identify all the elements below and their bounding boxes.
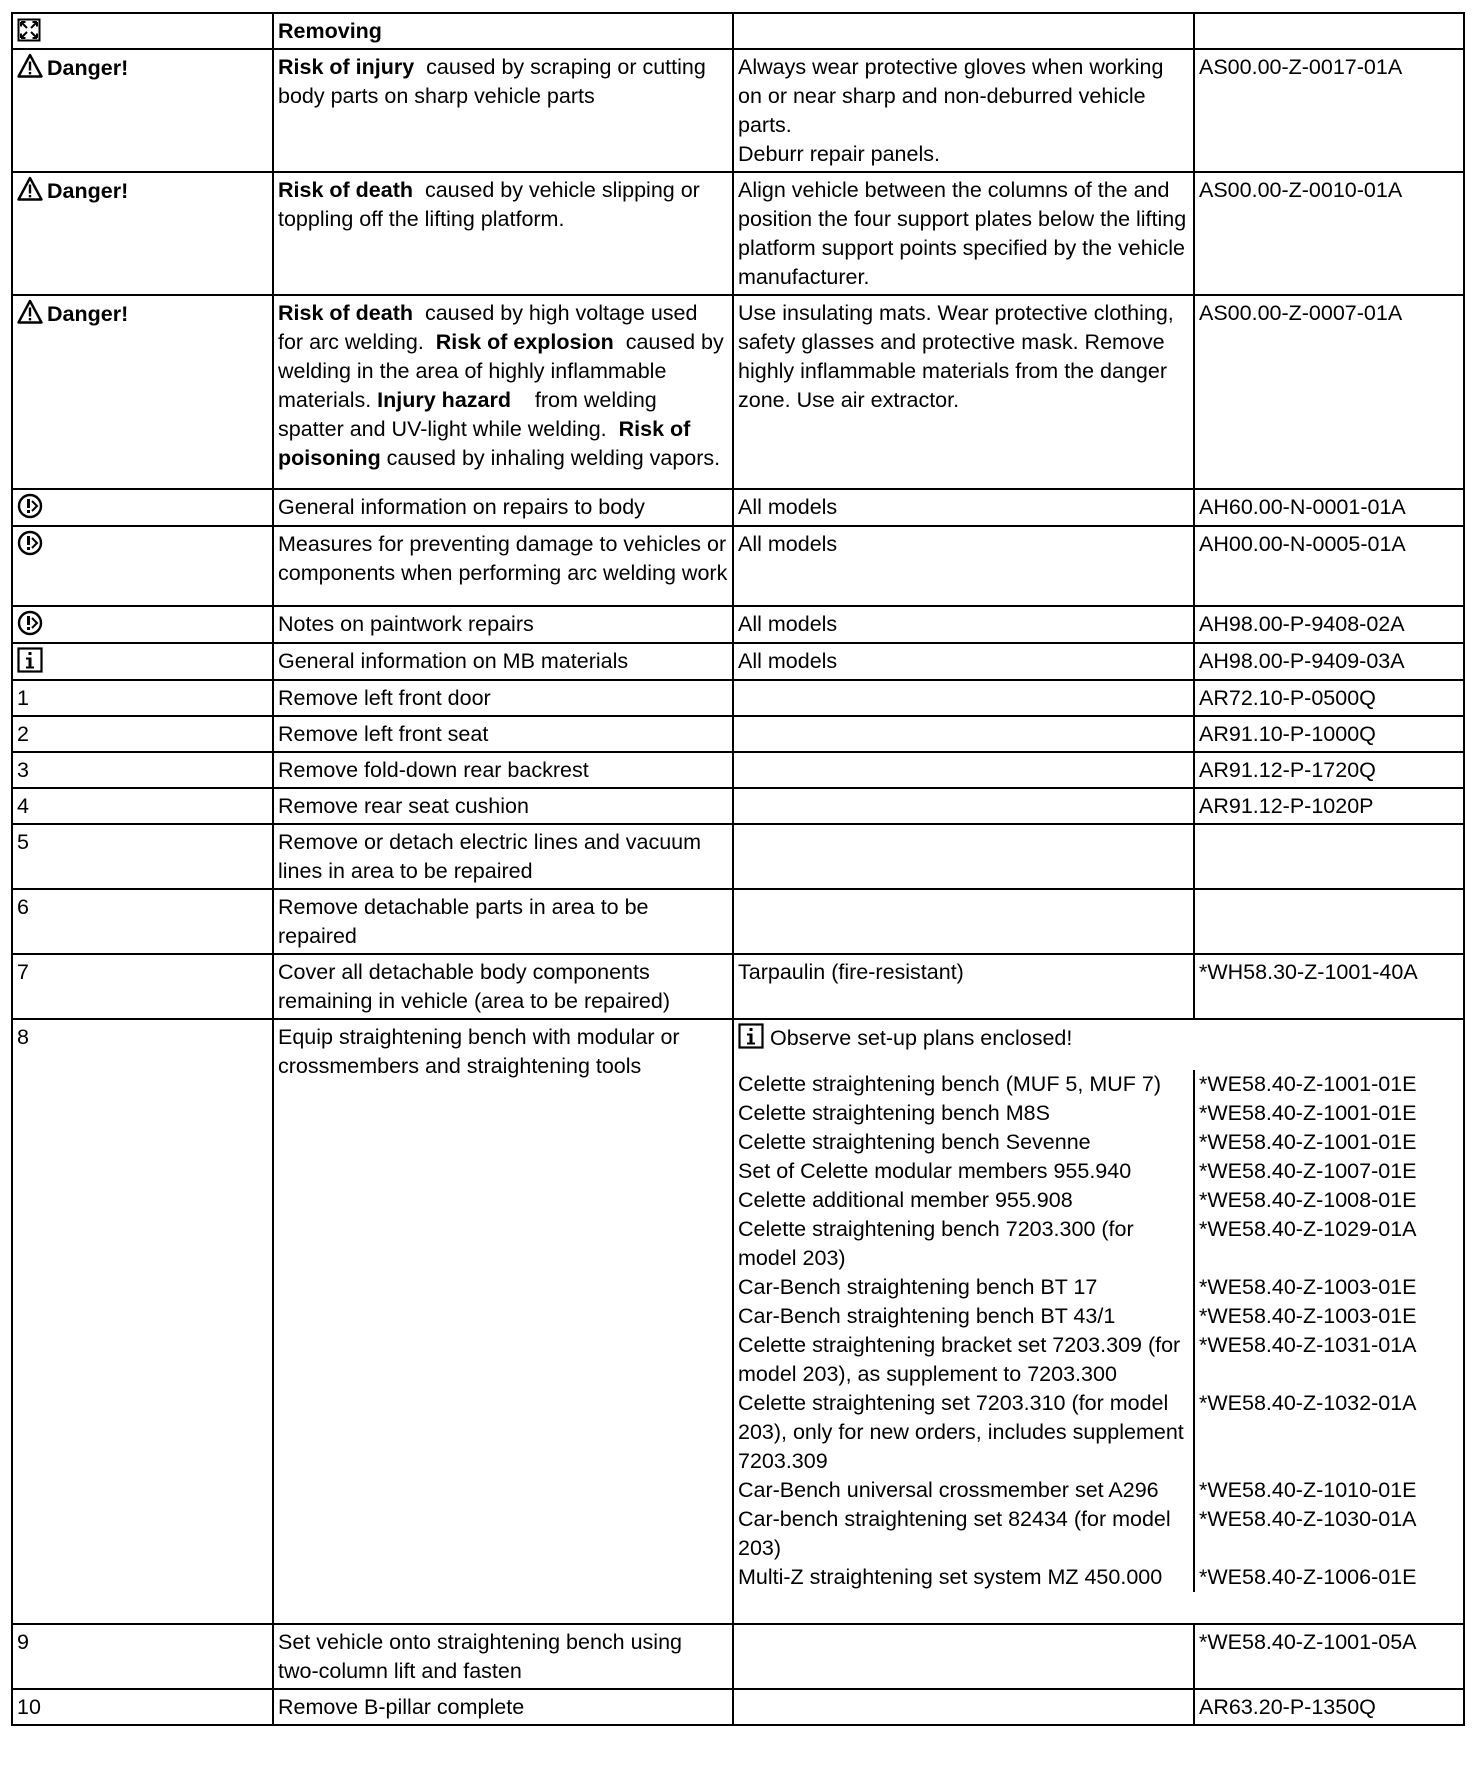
tool-number: *WE58.40-Z-1006-01E — [1199, 1565, 1417, 1589]
setup-note-text: Observe set-up plans enclosed! — [764, 1026, 1073, 1050]
step-text: Remove left front seat — [273, 716, 733, 752]
step-row — [12, 788, 1464, 824]
warning-icon — [17, 299, 43, 325]
hazard-term: Injury hazard — [377, 388, 511, 412]
step-text: Remove detachable parts in area to be repaired — [273, 889, 733, 954]
tool-name: Celette additional member 955.908 — [734, 1186, 1195, 1215]
note-text: General information on repairs to body — [273, 489, 733, 526]
step-number: 6 — [12, 889, 273, 954]
note-icon — [17, 530, 43, 556]
danger-label: Danger! — [47, 56, 129, 80]
measure-line: Use insulating mats. Wear protective clothing, safety glasses and protective mask. Remove highly inflammable materials from the danger zone. Use air extractor. — [738, 301, 1174, 412]
step-text: Cover all detachable body components remaining in vehicle (area to be repaired) — [273, 954, 733, 1019]
tool-name: Celette straightening bench Sevenne — [734, 1128, 1195, 1157]
removing-icon — [17, 18, 41, 42]
step-extra: Tarpaulin (fire-resistant) — [733, 954, 1194, 1019]
header-title: Removing — [273, 13, 733, 49]
tool-name: Celette straightening bench (MUF 5, MUF 7) — [734, 1070, 1195, 1099]
danger-measure — [733, 49, 1194, 172]
tool-name: Celette straightening set 7203.310 (for model 203), only for new orders, includes supplement 7203.309 — [734, 1389, 1195, 1476]
step-row — [12, 716, 1464, 752]
document-number: AH00.00-N-0005-01A — [1194, 526, 1464, 606]
hazard-text: caused by welding in the area of highly inflammable materials. — [278, 330, 730, 412]
procedure-table — [11, 12, 1465, 1726]
step-row — [12, 1689, 1464, 1725]
danger-cell — [12, 172, 273, 295]
step-row — [12, 680, 1464, 716]
tool-number: *WE58.40-Z-1030-01A — [1199, 1507, 1417, 1531]
note-icon-cell — [12, 526, 273, 606]
tool-number: *WE58.40-Z-1010-01E — [1199, 1478, 1417, 1502]
step-extra — [733, 788, 1194, 824]
danger-description — [273, 49, 733, 172]
document-number: AS00.00-Z-0017-01A — [1194, 49, 1464, 172]
tool-number: *WE58.40-Z-1003-01E — [1199, 1304, 1417, 1328]
document-number: AR91.10-P-1000Q — [1194, 716, 1464, 752]
note-text: General information on MB materials — [273, 643, 733, 680]
danger-measure — [733, 295, 1194, 489]
step-text: Set vehicle onto straightening bench using two-column lift and fasten — [273, 1624, 733, 1689]
header-row — [12, 13, 1464, 49]
step-row — [12, 824, 1464, 889]
tool-name: Celette straightening bench M8S — [734, 1099, 1195, 1128]
tool-name: Car-Bench straightening bench BT 17 — [734, 1273, 1195, 1302]
note-icon-cell — [12, 606, 273, 643]
tool-name: Set of Celette modular members 955.940 — [734, 1157, 1195, 1186]
step-extra — [733, 824, 1194, 889]
hazard-text: caused by scraping or cutting body parts on sharp vehicle parts — [278, 55, 712, 108]
step-number: 1 — [12, 680, 273, 716]
hazard-term: Risk of poisoning — [278, 417, 697, 470]
hazard-term: Risk of explosion — [435, 330, 614, 354]
step-text: Equip straightening bench with modular or crossmembers and straightening tools — [273, 1019, 733, 1624]
step-text: Remove left front door — [273, 680, 733, 716]
tool-number: *WE58.40-Z-1007-01E — [1199, 1159, 1417, 1183]
document-number — [1194, 824, 1464, 889]
step-extra — [733, 889, 1194, 954]
step-number: 7 — [12, 954, 273, 1019]
danger-row — [12, 49, 1464, 172]
hazard-term: Risk of injury — [278, 55, 415, 79]
danger-description — [273, 172, 733, 295]
step-number: 8 — [12, 1019, 273, 1624]
hazard-term: Risk of death — [278, 301, 413, 325]
danger-label: Danger! — [47, 302, 129, 326]
danger-label: Danger! — [47, 179, 129, 203]
document-number: *WE58.40-Z-1001-05A — [1194, 1624, 1464, 1689]
step-row — [12, 889, 1464, 954]
hazard-text: from welding spatter and UV-light while welding. — [278, 388, 663, 441]
step-text: Remove or detach electric lines and vacuum lines in area to be repaired — [273, 824, 733, 889]
tool-number: *WE58.40-Z-1001-01E — [1199, 1130, 1417, 1154]
note-text: Notes on paintwork repairs — [273, 606, 733, 643]
document-number: AH98.00-P-9408-02A — [1194, 606, 1464, 643]
danger-row — [12, 172, 1464, 295]
step-extra — [733, 1689, 1194, 1725]
setup-note — [734, 1020, 1465, 1053]
document-number: AS00.00-Z-0010-01A — [1194, 172, 1464, 295]
tool-name: Car-Bench universal crossmember set A296 — [734, 1476, 1195, 1505]
step-number: 5 — [12, 824, 273, 889]
step-extra — [733, 680, 1194, 716]
step-extra — [733, 1624, 1194, 1689]
step-number: 4 — [12, 788, 273, 824]
danger-description — [273, 295, 733, 489]
step-row — [12, 1624, 1464, 1689]
tool-number: *WE58.40-Z-1001-01E — [1199, 1101, 1417, 1125]
danger-row — [12, 295, 1464, 489]
danger-cell — [12, 49, 273, 172]
header-cell-4 — [1194, 13, 1464, 49]
step-row — [12, 954, 1464, 1019]
tool-number: *WE58.40-Z-1032-01A — [1199, 1391, 1417, 1415]
hazard-text: caused by high voltage used for arc welding. — [278, 301, 704, 354]
tool-name: Celette straightening bench 7203.300 (for model 203) — [734, 1215, 1195, 1273]
tool-name: Car-Bench straightening bench BT 43/1 — [734, 1302, 1195, 1331]
note-row — [12, 643, 1464, 680]
note-icon-cell — [12, 643, 273, 680]
note-icon-cell — [12, 489, 273, 526]
step-text: Remove B-pillar complete — [273, 1689, 733, 1725]
note-icon — [17, 610, 43, 636]
note-models: All models — [733, 489, 1194, 526]
document-number — [1194, 889, 1464, 954]
document-number: AH60.00-N-0001-01A — [1194, 489, 1464, 526]
tool-list-wrap — [734, 1020, 1463, 1592]
tool-number: *WE58.40-Z-1003-01E — [1199, 1275, 1417, 1299]
note-row — [12, 606, 1464, 643]
note-models: All models — [733, 606, 1194, 643]
measure-line: Deburr repair panels. — [738, 142, 940, 166]
step-number: 3 — [12, 752, 273, 788]
tool-number: *WE58.40-Z-1001-01E — [1199, 1072, 1417, 1096]
step-row-8 — [12, 1019, 1464, 1624]
step-text: Remove rear seat cushion — [273, 788, 733, 824]
step-extra — [733, 716, 1194, 752]
document-number: AR91.12-P-1020P — [1194, 788, 1464, 824]
note-row — [12, 526, 1464, 606]
measure-line: Align vehicle between the columns of the and position the four support plates below the lifting platform support points specified by the vehicle manufacturer. — [738, 178, 1187, 289]
document-number: AS00.00-Z-0007-01A — [1194, 295, 1464, 489]
header-cell-3 — [733, 13, 1194, 49]
tool-name: Multi-Z straightening set system MZ 450.000 — [734, 1563, 1195, 1592]
step-row — [12, 752, 1464, 788]
document-number: AR63.20-P-1350Q — [1194, 1689, 1464, 1725]
document-number: AR91.12-P-1720Q — [1194, 752, 1464, 788]
tool-number: *WE58.40-Z-1008-01E — [1199, 1188, 1417, 1212]
document-number: AR72.10-P-0500Q — [1194, 680, 1464, 716]
warning-icon — [17, 176, 43, 202]
measure-line: Always wear protective gloves when working on or near sharp and non-deburred vehicle parts. — [738, 55, 1164, 137]
tool-list-cell — [733, 1019, 1464, 1624]
step-extra — [733, 752, 1194, 788]
document-number: *WH58.30-Z-1001-40A — [1194, 954, 1464, 1019]
tool-number: *WE58.40-Z-1031-01A — [1199, 1333, 1417, 1357]
hazard-text: caused by vehicle slipping or toppling off the lifting platform. — [278, 178, 706, 231]
note-models: All models — [733, 643, 1194, 680]
step-number: 10 — [12, 1689, 273, 1725]
warning-icon — [17, 53, 43, 79]
step-number: 2 — [12, 716, 273, 752]
danger-cell — [12, 295, 273, 489]
step-text: Remove fold-down rear backrest — [273, 752, 733, 788]
tool-name: Celette straightening bracket set 7203.309 (for model 203), as supplement to 7203.300 — [734, 1331, 1195, 1389]
hazard-term: Risk of death — [278, 178, 413, 202]
tool-number: *WE58.40-Z-1029-01A — [1199, 1217, 1417, 1241]
header-cell-icon — [12, 13, 273, 49]
info-icon — [17, 647, 43, 673]
hazard-text: caused by inhaling welding vapors. — [380, 446, 721, 470]
tool-name: Car-bench straightening set 82434 (for model 203) — [734, 1505, 1195, 1563]
note-text: Measures for preventing damage to vehicles or components when performing arc welding work — [273, 526, 733, 606]
step-number: 9 — [12, 1624, 273, 1689]
note-icon — [17, 493, 43, 519]
note-models: All models — [733, 526, 1194, 606]
document-number: AH98.00-P-9409-03A — [1194, 643, 1464, 680]
info-icon — [738, 1023, 764, 1049]
note-row — [12, 489, 1464, 526]
danger-measure — [733, 172, 1194, 295]
